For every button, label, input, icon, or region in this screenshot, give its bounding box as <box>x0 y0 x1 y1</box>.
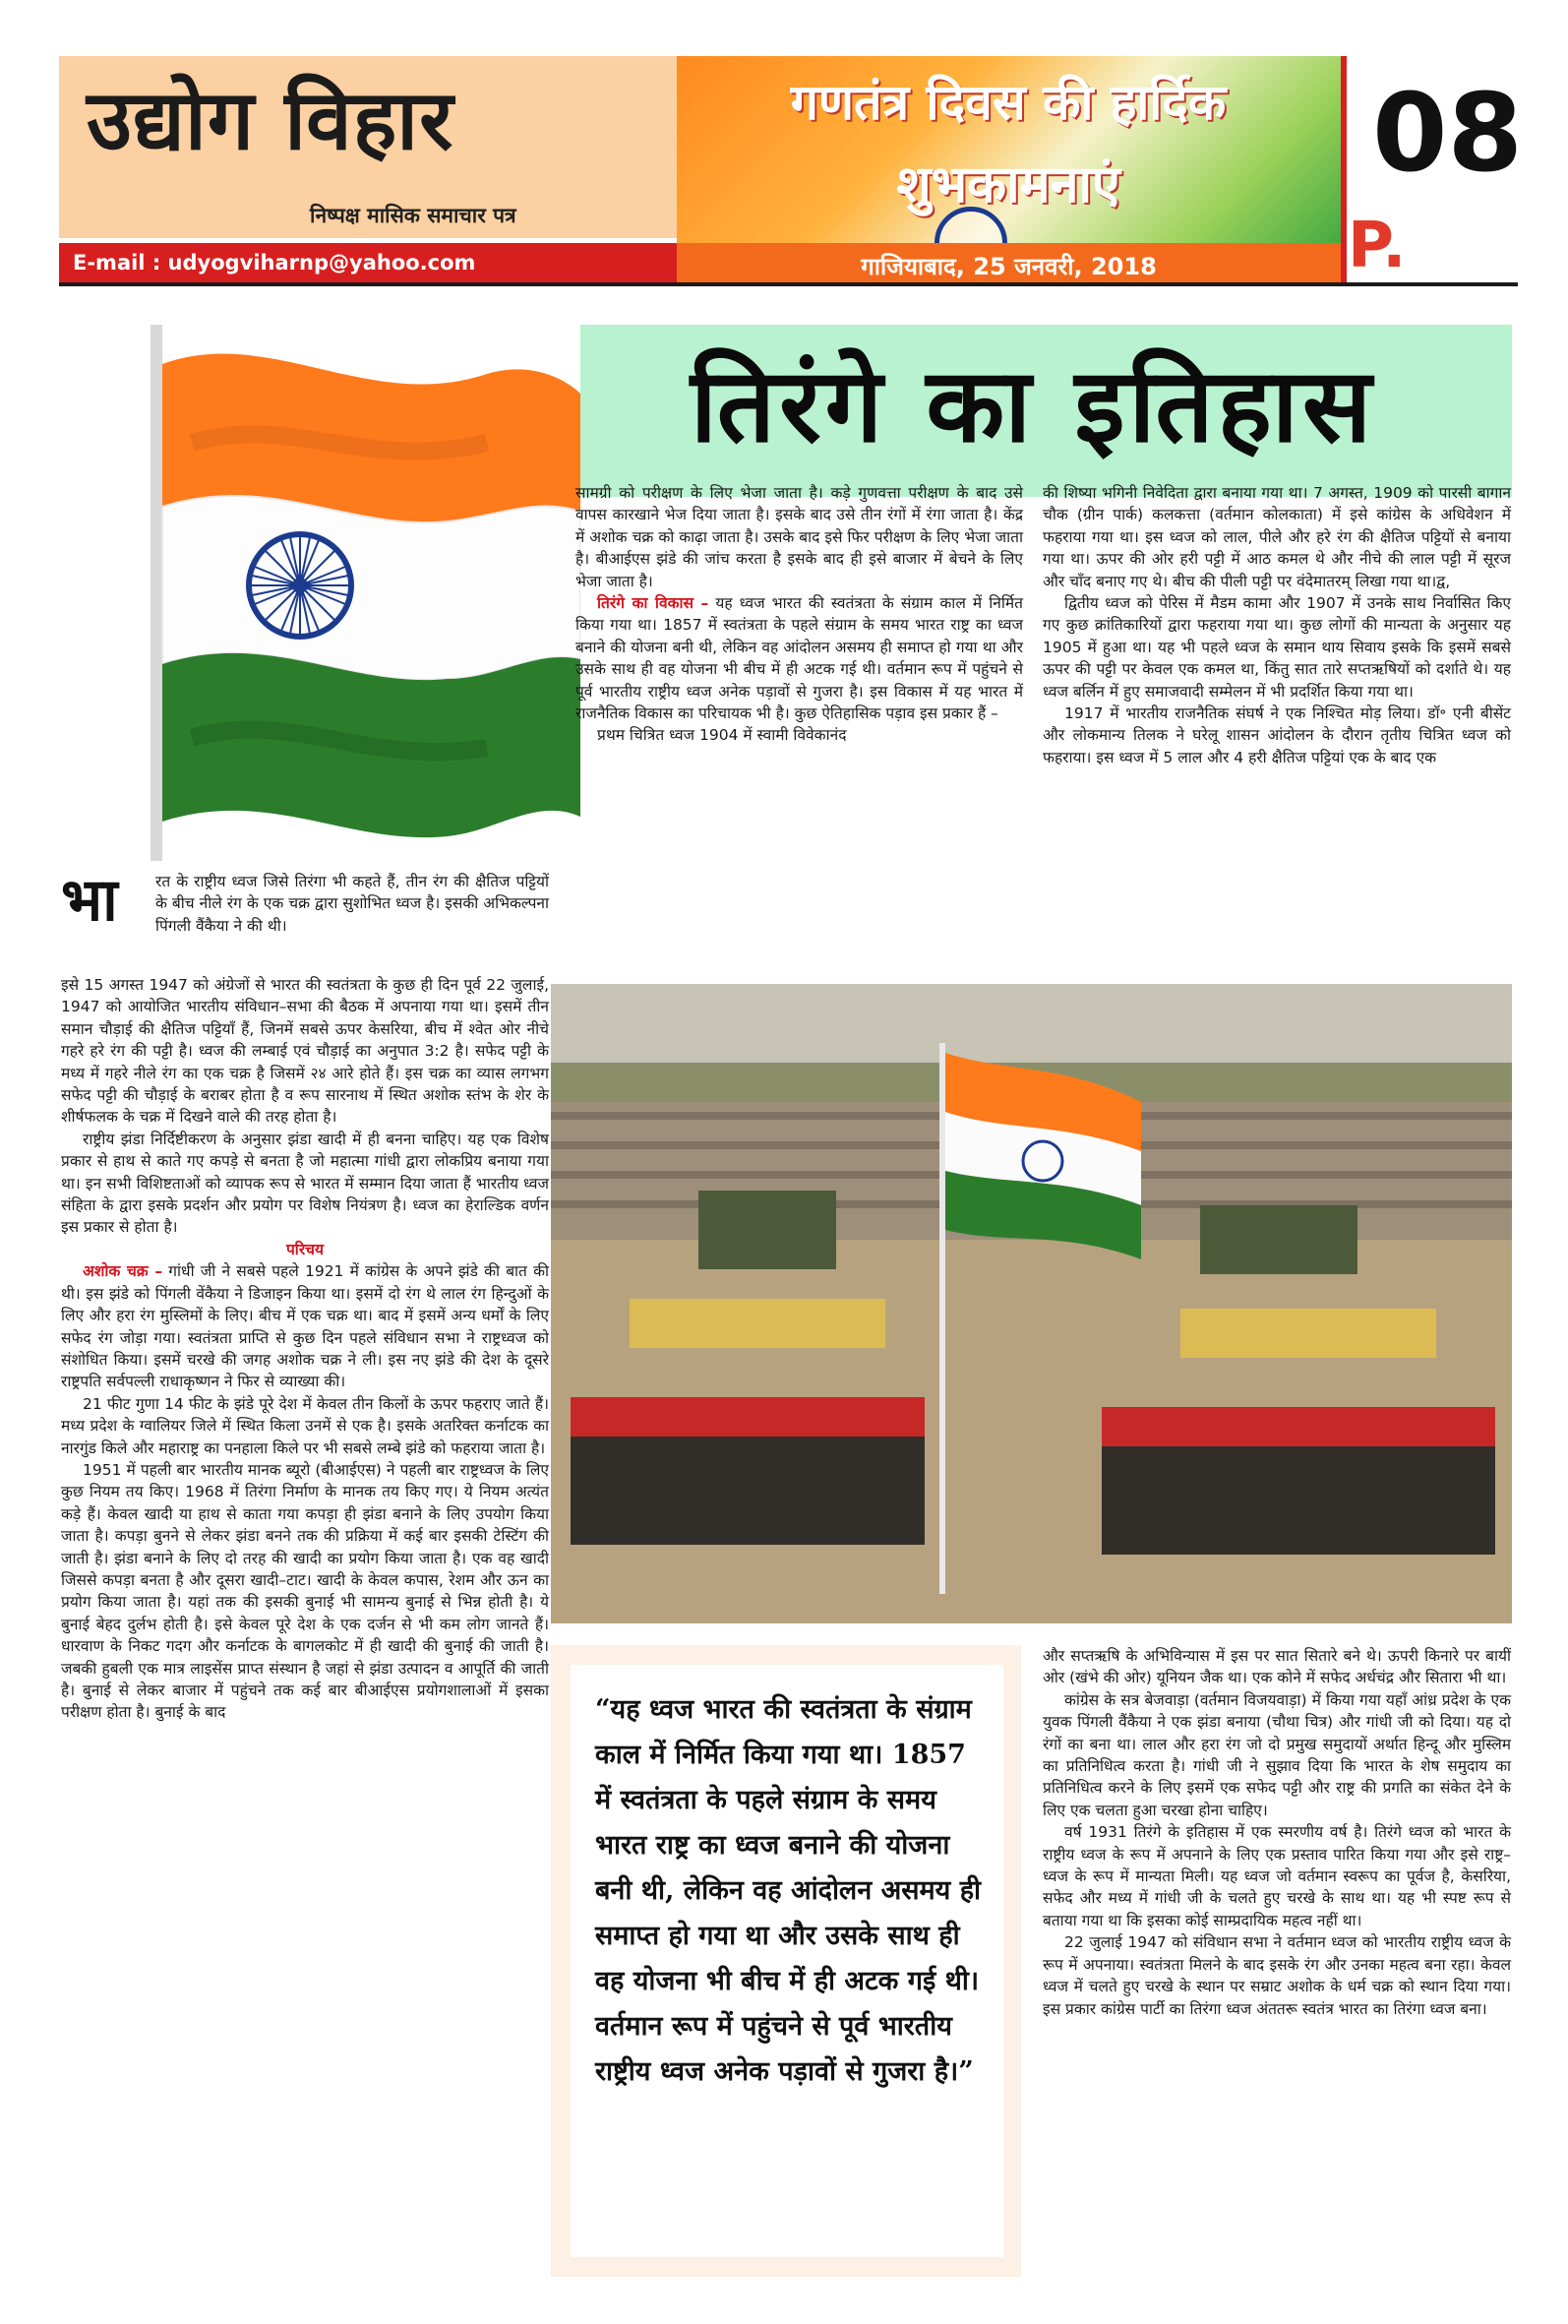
paragraph: राष्ट्रीय झंडा निर्दिष्टीकरण के अनुसार झंडा खादी में ही बनना चाहिए। यह एक विशेष प्रकार से हाथ से काते गए कपड़े से बनता है जो महात्मा गांधी द्वारा लोकप्रिय बनाया गया था। इन सभी विशिष्टताओं को व्यापक रूप से भारत में सम्मान दिया जाता हैं भारतीय ध्वज संहिता के द्वारा इसके प्रदर्शन और प्रयोग पर विशेष नियंत्रण है। ध्वज का हेराल्डिक वर्णन इस प्रकार से होता है। <box>61 1130 549 1237</box>
column-3-bottom <box>1043 1645 1511 2020</box>
inline-heading: अशोक चक्र – <box>83 1262 163 1281</box>
republic-day-parade-photo <box>551 984 1512 1623</box>
newspaper-tagline: निष्पक्ष मासिक समाचार पत्र <box>310 204 516 227</box>
paragraph: प्रथम चित्रित ध्वज 1904 में स्वामी विवेकानंद <box>597 726 847 745</box>
paragraph: सामग्री को परीक्षण के लिए भेजा जाता है। कड़े गुणवत्ता परीक्षण के बाद उसे वापस कारखाने भेज दिया जाता है। इसके बाद उसे तीन रंगों में रंगा जाता है। केंद्र में अशोक चक्र को काढ़ा जाता है। उसके बाद इसे फिर परीक्षण के लिए भेजा जाता है। बीआईएस झंडे की जांच करता है इसके बाद ही इसे बाजार में बेचने के लिए भेजा जाता है। <box>575 484 1023 590</box>
dateline: गाजियाबाद, 25 जनवरी, 2018 <box>861 253 1157 280</box>
column-1 <box>61 974 549 1724</box>
greeting-line-2: शुभकामनाएं <box>896 154 1120 214</box>
paragraph: 1951 में पहली बार भारतीय मानक ब्यूरो (बीआईएस) ने पहली बार राष्ट्रध्वज के लिए कुछ नियम तय किए। 1968 में तिरंगा निर्माण के मानक तय किए गए। ये नियम अत्यंत कड़े हैं। केवल खादी या हाथ से काता गया कपड़ा ही झंडा बनाने के लिए उपयोग किया जाता है। कपड़ा बुनने से लेकर झंडा बनने तक की प्रक्रिया में कई बार इसकी टेस्टिंग की जाती है। झंडा बनाने के लिए दो तरह की खादी का प्रयोग किया जाता है। एक वह खादी जिससे कपड़ा बनता है और दूसरा खादी–टाट। खादी के केवल कपास, रेशम और ऊन का प्रयोग किया जाता है। यहां तक की इसकी बुनाई भी सामन्य बुनाई से भिन्न होती है। ये बुनाई बेहद दुर्लभ होती है। इसे केवल पूरे देश के एक दर्जन से भी कम लोग जानते हैं। धारवाण के निकट गदग और कर्नाटक के बागलकोट में ही खादी की बुनाई की जाती है। जबकी हुबली एक मात्र लाइसेंस प्राप्त संस्थान है जहां से झंडा उत्पादन व आपूर्ति की जाती है। बुनाई से लेकर बाजार में पहुंचने तक कई बार बीआईएस प्रयोगशालाओं में इसका परीक्षण होता है। बुनाई के बाद <box>61 1460 549 1722</box>
paragraph: वर्ष 1931 तिरंगे के इतिहास में एक स्मरणीय वर्ष है। तिरंगे ध्वज को भारत के राष्ट्रीय ध्वज के रूप में अपनाने के लिए एक प्रस्ताव पारित किया गया और इसे राष्ट्र–ध्वज के रूप में मान्यता मिली। यह ध्वज जो वर्तमान स्वरूप का पूर्वज है, केसरिया, सफेद और मध्य में गांधी जी के चलते हुए चरखे के साथ था। यह भी स्पष्ट रूप से बताया गया था कि इसका कोई साम्प्रदायिक महत्व नहीं था। <box>1043 1823 1511 1929</box>
pull-quote: “यह ध्वज भारत की स्वतंत्रता के संग्राम काल में निर्मित किया गया था। 1857 में स्वतंत्रता के पहले संग्राम के समय भारत राष्ट्र का ध्वज बनाने की योजना बनी थी, लेकिन वह आंदोलन असमय ही समाप्त हो गया था और उसके साथ ही वह योजना भी बीच में ही अटक गई थी। वर्तमान रूप में पहुंचने से पूर्व भारतीय राष्ट्रीय ध्वज अनेक पड़ावों से गुजरा है।” <box>595 1694 982 2087</box>
email-bar: E-mail : udyogviharnp@yahoo.com <box>59 243 677 282</box>
flag-chakra-icon <box>249 534 351 637</box>
paragraph: 22 जुलाई 1947 को संविधान सभा ने वर्तमान ध्वज को भारतीय राष्ट्रीय ध्वज के रूप में अपनाया। स्वतंत्रता मिलने के बाद इसके रंग और उनका महत्व बना रहा। केवल ध्वज में चलते हुए चरखे के स्थान पर सम्राट अशोक के धर्म चक्र को स्थान दिया गया। इस प्रकार कांग्रेस पार्टी का तिरंगा ध्वज अंततरू स्वतंत्र भारत का तिरंगा ध्वज बना। <box>1043 1933 1511 2018</box>
paragraph: की शिष्या भगिनी निवेदिता द्वारा बनाया गया था। 7 अगस्त, 1909 को पारसी बागान चौक (ग्रीन पार्क) कलकत्ता (वर्तमान कोलकाता) में इसे कांग्रेस के अधिवेशन में फहराया गया था। इस ध्वज को लाल, पीले और हरे रंग की क्षैतिज पट्टियों से बनाया गया था। ऊपर की ओर हरी पट्टी में आठ कमल थे और नीचे की लाल पट्टी में सूरज और चाँद बनाए गए थे। बीच की पीली पट्टी पर वंदेमातरम् लिखा गया था।द्व, <box>1043 484 1511 590</box>
paragraph-text: यह ध्वज भारत की स्वतंत्रता के संग्राम काल में निर्मित किया गया था। 1857 में स्वतंत्रता के पहले संग्राम के समय भारत राष्ट्र का ध्वज बनाने की योजना बनी थी, लेकिन वह आंदोलन असमय ही समाप्त हो गया था और उसके साथ ही वह योजना भी बीच में ही अटक गई थी। वर्तमान रूप में पहुंचने से पूर्व भारतीय राष्ट्रीय ध्वज अनेक पड़ावों से गुजरा है। इस विकास में यह भारत में राजनैतिक विकास का परिचायक भी है। कुछ ऐतिहासिक पड़ाव इस प्रकार हैं – <box>575 594 1024 723</box>
paragraph: 1917 में भारतीय राजनैतिक संघर्ष ने एक निश्चित मोड़ लिया। डॉ॰ एनी बीसेंट और लोकमान्य तिलक ने घरेलू शासन आंदोलन के दौरान तृतीय चित्रित ध्वज को फहराया। इस ध्वज में 5 लाल और 4 हरी क्षैतिज पट्टियां एक के बाद एक <box>1043 704 1511 766</box>
tricolour-flag-image <box>74 325 580 861</box>
newspaper-title: उद्योग विहार <box>87 71 454 168</box>
subheading-intro: परिचय <box>286 1240 324 1258</box>
drop-cap: भा <box>61 866 118 935</box>
paragraph-text: गांधी जी ने सबसे पहले 1921 में कांग्रेस के अपने झंडे की बात की थी। इस झंडे को पिंगली वेंकैया ने डिजाइन किया था। इसमें दो रंग थे लाल रंग हिन्दुओं के लिए और हरा रंग मुस्लिमों के लिए। बीच में एक चक्र था। बाद में इसमें अन्य धर्मों के लिए सफेद रंग जोड़ा गया। स्वतंत्रता प्राप्ति से कुछ दिन पहले संविधान सभा ने राष्ट्रध्वज को संशोधित किया। इसमें चरखे की जगह अशोक चक्र ने ली। इस नए झंडे की देश के दूसरे राष्ट्रपति सर्वपल्ली राधाकृष्णन ने फिर से व्याख्या की। <box>61 1262 549 1391</box>
paragraph: कांग्रेस के सत्र बेजवाड़ा (वर्तमान विजयवाड़ा) में किया गया यहाँ आंध्र प्रदेश के एक युवक पिंगली वैंकैया ने एक झंडा बनाया (चौथा चित्र) और गांधी जी को दिया। यह दो रंगों का बना था। लाल और हरा रंग जो दो प्रमुख समुदायों अर्थात हिन्दू और मुस्लिम का प्रतिनिधित्व करता है। गांधी जी ने सुझाव दिया कि भारत के शेष समुदाय का प्रतिनिधित्व करने के लिए इसमें एक सफेद पट्टी और राष्ट्र की प्रगति का संकेत देने के लिए एक चलता हुआ चरखा होना चाहिए। <box>1043 1690 1511 1819</box>
greeting-line-1: गणतंत्र दिवस की हार्दिक <box>790 73 1227 131</box>
paragraph: द्वितीय ध्वज को पेरिस में मैडम कामा और 1907 में उनके साथ निर्वासित किए गए कुछ क्रांतिकारियों द्वारा फहराया गया था। कुछ लोगों की मान्यता के अनुसार यह 1905 में हुआ था। यह भी पहले ध्वज के समान थाय सिवाय इसके कि इसमें सबसे ऊपर की पट्टी पर केवल एक कमल था, किंतु सात तारे सप्तऋषियों को दर्शाते थे। यह ध्वज बर्लिन में हुए समाजवादी सम्मेलन में भी प्रदर्शित किया गया था। <box>1043 594 1511 701</box>
paragraph: और सप्तऋषि के अभिविन्यास में इस पर सात सितारे बने थे। ऊपरी किनारे पर बायीं ओर (खंभे की ओर) यूनियन जैक था। एक कोने में सफेद अर्धचंद्र और सितारा भी था। <box>1043 1647 1511 1687</box>
page-headline: तिरंगे का इतिहास <box>690 344 1376 465</box>
paragraph <box>61 1260 549 1392</box>
paragraph: 21 फीट गुणा 14 फीट के झंडे पूरे देश में केवल तीन किलों के ऊपर फहराए जाते हैं। मध्य प्रदेश के ग्वालियर जिले में स्थित किला उनमें से एक है। इसके अतरिक्त कर्नाटक का नारगुंड किले और महाराष्ट्र का पनहाला किले पर भी सबसे लम्बे झंडे को फहराया जाता है। <box>61 1394 549 1457</box>
masthead-rule <box>59 282 1518 286</box>
page-suffix: P. <box>1348 210 1407 282</box>
lead-text: रत के राष्ट्रीय ध्वज जिसे तिरंगा भी कहते हैं, तीन रंग की क्षैतिज पट्टियों के बीच नीले रंग के एक चक्र द्वारा सुशोभित ध्वज है। इसकी अभिकल्पना पिंगली वैंकैया ने की थी। <box>155 873 549 935</box>
column-3 <box>1043 482 1511 768</box>
column-2 <box>575 482 1023 747</box>
page-number: 08 <box>1372 70 1524 196</box>
lead-paragraph <box>155 871 549 937</box>
paragraph: इसे 15 अगस्त 1947 को अंग्रेजों से भारत की स्वतंत्रता के कुछ ही दिन पूर्व 22 जुलाई, 1947 को आयोजित भारतीय संविधान–सभा की बैठक में अपनाया गया था। इसमें तीन समान चौड़ाई की क्षैतिज पट्टियाँ हैं, जिनमें सबसे ऊपर केसरिया, बीच में श्वेत ओर नीचे गहरे हरे रंग की पट्टी है। ध्वज की लम्बाई एवं चौड़ाई का अनुपात 3:2 है। सफेद पट्टी के मध्य में गहरे नीले रंग का एक चक्र है जिसमें २४ आरे होते हैं। इस चक्र का व्यास लगभग सफेद पट्टी की चौड़ाई के बराबर होता है व रूप सारनाथ में स्थित अशोक स्तंभ के शेर के शीर्षफलक के चक्र में दिखने वाले की तरह होता है। <box>61 976 549 1127</box>
inline-heading: तिरंगे का विकास – <box>597 594 709 613</box>
paragraph <box>575 592 1023 724</box>
